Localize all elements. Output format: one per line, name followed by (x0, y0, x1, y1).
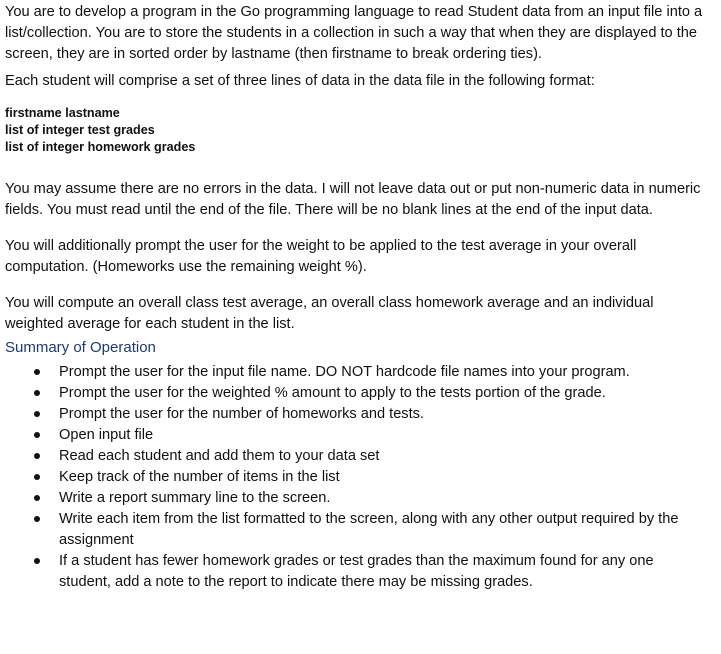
bullet-icon (34, 411, 40, 417)
bullet-icon (34, 495, 40, 501)
list-item-text: Prompt the user for the number of homeworks and tests. (59, 406, 425, 422)
list-item (5, 404, 705, 425)
list-item-text: Open input file (59, 427, 154, 443)
bullet-icon (34, 516, 40, 522)
list-item (5, 425, 705, 446)
bullet-icon (34, 369, 40, 375)
list-item (5, 383, 705, 404)
weight-paragraph: You will additionally prompt the user for the weight to be applied to the test average in your overall computation. (Homeworks use the remaining weight %). (5, 238, 637, 275)
intro-paragraph: You are to develop a program in the Go programming language to read Student data from an input file into a list/collection. You are to store the students in a collection in such a way that when they are displayed to the screen, they are in sorted order by lastname (then firstname to break ordering ties). (5, 4, 703, 62)
list-item (5, 467, 705, 488)
list-item (5, 551, 705, 593)
list-item-text: If a student has fewer homework grades or test grades than the maximum found for any one student, add a note to the report to indicate there may be missing grades. (59, 553, 654, 590)
compute-paragraph: You will compute an overall class test average, an overall class homework average and an individual weighted average for each student in the list. (5, 295, 654, 332)
bullet-icon (34, 432, 40, 438)
bullet-icon (34, 453, 40, 459)
list-item-text: Write each item from the list formatted to the screen, along with any other output required by the assignment (59, 511, 679, 548)
list-item (5, 509, 705, 551)
assumptions-paragraph: You may assume there are no errors in the data. I will not leave data out or put non-numeric data in numeric fields. You must read until the end of the file. There will be no blank lines at the end of the input data. (5, 181, 701, 218)
document-body (5, 0, 705, 593)
list-item-text: Prompt the user for the input file name. DO NOT hardcode file names into your program. (59, 364, 630, 380)
format-line: list of integer test grades (5, 123, 155, 137)
list-item-text: Read each student and add them to your data set (59, 448, 380, 464)
format-line: list of integer homework grades (5, 140, 196, 154)
format-line: firstname lastname (5, 106, 120, 120)
list-item (5, 446, 705, 467)
list-item-text: Prompt the user for the weighted % amount to apply to the tests portion of the grade. (59, 385, 606, 401)
format-intro-paragraph: Each student will comprise a set of three lines of data in the data file in the following format: (5, 73, 595, 89)
list-item (5, 488, 705, 509)
summary-list (5, 362, 705, 593)
bullet-icon (34, 558, 40, 564)
bullet-icon (34, 390, 40, 396)
bullet-icon (34, 474, 40, 480)
list-item-text: Write a report summary line to the screen. (59, 490, 331, 506)
summary-heading: Summary of Operation (5, 339, 156, 356)
list-item (5, 362, 705, 383)
data-format-block (5, 105, 705, 156)
list-item-text: Keep track of the number of items in the list (59, 469, 340, 485)
